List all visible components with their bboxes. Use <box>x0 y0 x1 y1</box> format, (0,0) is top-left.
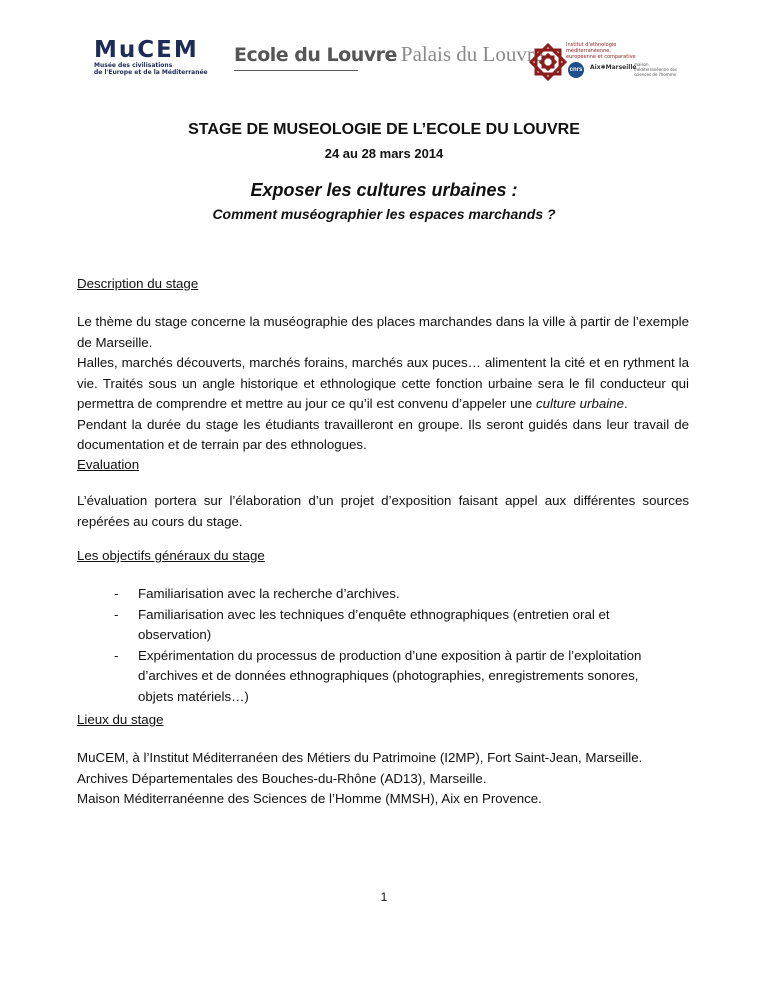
document-subtitle: Exposer les cultures urbaines : <box>250 180 518 200</box>
culture-urbaine-emphasis: culture urbaine <box>536 396 624 411</box>
lieu-line: Maison Méditerranéenne des Sciences de l’Homme (MMSH), Aix en Provence. <box>77 791 542 806</box>
idemec-label: Institut d'ethnologie méditerranéenne, européenne et comparative <box>566 42 636 60</box>
description-heading: Description du stage <box>77 276 199 291</box>
description-paragraph-1: Le thème du stage concerne la muséographie des places marchandes dans la ville à partir de l’exemple de Marseille. <box>77 314 689 350</box>
lieu-line: MuCEM, à l’Institut Méditerranéen des Métiers du Patrimoine (I2MP), Fort Saint-Jean, Marseille. <box>77 750 643 765</box>
description-paragraph-2 <box>77 353 689 415</box>
lieux-body <box>77 748 689 810</box>
list-item: - Familiarisation avec la recherche d’archives. <box>77 584 677 605</box>
cnrs-logo: cnrs <box>568 62 584 78</box>
ecole-du-louvre-logo <box>234 42 543 67</box>
ecole-du-louvre-text: Ecole du Louvre <box>234 44 397 66</box>
logo-band <box>94 38 684 82</box>
mucem-logo <box>94 38 214 76</box>
description-body <box>77 312 689 456</box>
list-item: - Familiarisation avec les techniques d’enquête ethnographiques (entretien oral et observation) <box>77 605 677 646</box>
aix-marseille-logo: Aix✱Marseille <box>590 64 637 71</box>
description-p2-end: . <box>623 396 628 411</box>
document-subsubtitle: Comment muséographier les espaces marchands ? <box>212 206 556 222</box>
lieu-line: Archives Départementales des Bouches-du-Rhône (AD13), Marseille. <box>77 770 487 786</box>
louvre-underline <box>234 70 358 71</box>
palais-du-louvre-text: Palais du Louvre <box>400 42 544 66</box>
mucem-subtitle-line-2: de l'Europe et de la Méditerranée <box>94 69 208 76</box>
document-dates: 24 au 28 mars 2014 <box>324 146 444 161</box>
idemec-emblem-icon <box>526 40 570 84</box>
list-item: - Expérimentation du processus de production d’une exposition à partir de l’exploitation d’archives et de données ethnographiques (photographies, enregistrements sonores, objets matériels…) <box>77 646 677 708</box>
objectifs-list <box>77 584 677 707</box>
mmsh-logo: maison méditerranéenne des sciences de l'homme <box>634 62 678 77</box>
mucem-subtitle-line-1: Musée des civilisations <box>94 62 173 69</box>
evaluation-body: L’évaluation portera sur l’élaboration d’un projet d’exposition faisant appel aux différentes sources repérées au cours du stage. <box>77 493 689 529</box>
evaluation-heading: Evaluation <box>77 457 140 472</box>
mucem-wordmark: MuCEM <box>94 37 199 63</box>
document-title: STAGE DE MUSEOLOGIE DE L’ECOLE DU LOUVRE <box>188 121 580 138</box>
lieux-heading: Lieux du stage <box>77 712 164 727</box>
description-p2-start: Halles, marchés découverts, marchés forains, marchés aux puces… alimentent la cité et en rythment la vie. Traités sous un angle historique et ethnologique cette fonction urbaine sera le fil conducteur qui permettra de comprendre et mettre au jour ce qu’il est convenu d’appeler une <box>77 355 689 411</box>
objectifs-heading: Les objectifs généraux du stage <box>77 548 265 563</box>
page-number: 1 <box>380 890 388 904</box>
description-paragraph-3: Pendant la durée du stage les étudiants travailleront en groupe. Ils seront guidés dans leur travail de documentation et de terrain par des ethnologues. <box>77 416 689 452</box>
